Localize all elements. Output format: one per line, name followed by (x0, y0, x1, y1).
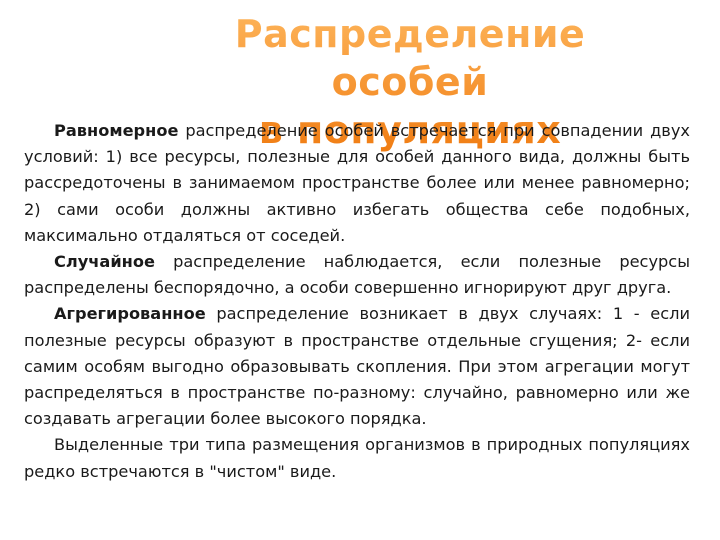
paragraph-aggregated-text: распределение возникает в двух случаях: 1 - если полезные ресурсы образуют в пространстве отдельные сгущения; 2- если самим особям выгодно образовывать скопления. При этом агрегации могут распределяться в пространстве по-разному: случайно, равномерно или же создавать агрегации более высокого порядка. (24, 304, 690, 429)
term-uniform: Равномерное (54, 121, 179, 140)
paragraph-conclusion-text: Выделенные три типа размещения организмов в природных популяциях редко встречаются в "чистом" виде. (24, 435, 690, 481)
paragraph-uniform-text: распределение особей встречается при совпадении двух условий: 1) все ресурсы, полезные для особей данного вида, должны быть рассредоточены в занимаемом пространстве более или менее равномерно; 2) сами особи должны активно избегать общества себе подобных, максимально отдаляться от соседей. (24, 121, 690, 245)
paragraph-random (24, 249, 690, 301)
paragraph-uniform (24, 118, 690, 249)
term-random: Случайное (54, 252, 155, 272)
slide-title-line-2: в популяциях (258, 108, 562, 152)
slide-body (24, 118, 690, 485)
paragraph-conclusion (24, 432, 690, 484)
term-aggregated: Агрегированное (54, 304, 206, 324)
paragraph-aggregated (24, 301, 690, 432)
slide-title-line-1: Распределение особей (234, 12, 586, 104)
paragraph-random-text: распределение наблюдается, если полезные ресурсы распределены беспорядочно, а особи совершенно игнорируют друг друга. (24, 252, 690, 298)
